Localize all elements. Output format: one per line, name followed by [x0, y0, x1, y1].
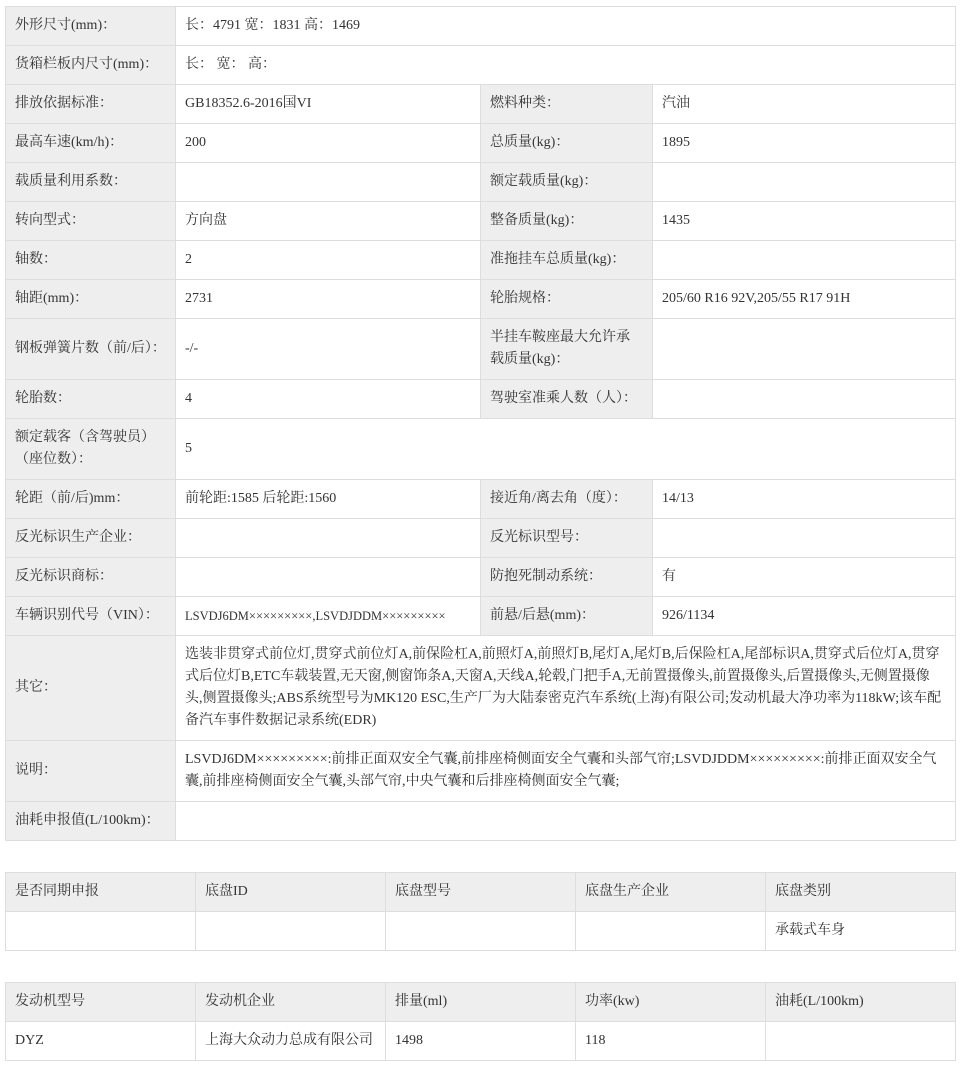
spec-row [6, 802, 956, 841]
spec-value [653, 163, 956, 202]
chassis-table-header: 底盘ID [196, 873, 386, 912]
spec-label: 外形尺寸(mm)： [6, 7, 176, 46]
spec-label: 载质量利用系数： [6, 163, 176, 202]
chassis-table [5, 872, 956, 951]
spec-value: 205/60 R16 92V,205/55 R17 91H [653, 280, 956, 319]
spec-label: 转向型式： [6, 202, 176, 241]
spec-value [176, 163, 481, 202]
engine-table-header: 油耗(L/100km) [766, 983, 956, 1022]
spec-label: 准拖挂车总质量(kg)： [481, 241, 653, 280]
spec-row [6, 558, 956, 597]
chassis-table-row [6, 912, 956, 951]
chassis-table-head [6, 873, 956, 912]
chassis-table-cell [576, 912, 766, 951]
spec-value: 4 [176, 380, 481, 419]
spec-value: 926/1134 [653, 597, 956, 636]
spec-label: 反光标识型号： [481, 519, 653, 558]
vehicle-spec-table-body [6, 7, 956, 841]
spec-row [6, 597, 956, 636]
spec-label: 额定载客（含驾驶员）（座位数）： [6, 419, 176, 480]
engine-table-head [6, 983, 956, 1022]
spec-label: 防抱死制动系统： [481, 558, 653, 597]
spec-label: 半挂车鞍座最大允许承载质量(kg)： [481, 319, 653, 380]
spec-label: 总质量(kg)： [481, 124, 653, 163]
spec-value: 14/13 [653, 480, 956, 519]
spec-value [653, 380, 956, 419]
spec-value: 汽油 [653, 85, 956, 124]
spec-label: 轮胎规格： [481, 280, 653, 319]
spec-label: 车辆识别代号（VIN）： [6, 597, 176, 636]
spec-label: 货箱栏板内尺寸(mm)： [6, 46, 176, 85]
spec-label: 燃料种类： [481, 85, 653, 124]
engine-table-cell: 1498 [386, 1022, 576, 1061]
spec-value: 选装非贯穿式前位灯,贯穿式前位灯A,前保险杠A,前照灯A,前照灯B,尾灯A,尾灯B,后保险杠A,尾部标识A,贯穿式后位灯A,贯穿式后位灯B,ETC车载装置,无天窗,侧窗饰条A,天窗A,天线A,轮毂,门把手A,无前置摄像头,前置摄像头,后置摄像头,无侧置摄像头,侧置摄像头;ABS系统型号为MK120 ESC,生产厂为大陆泰密克汽车系统(上海)有限公司;发动机最大净功率为118kW;该车配备汽车事件数据记录系统(EDR) [176, 636, 956, 741]
spec-value: 长： 宽： 高： [176, 46, 956, 85]
spec-value: 2 [176, 241, 481, 280]
chassis-table-cell [386, 912, 576, 951]
spec-label: 最高车速(km/h)： [6, 124, 176, 163]
spec-value: 前轮距:1585 后轮距:1560 [176, 480, 481, 519]
spec-label: 轴距(mm)： [6, 280, 176, 319]
spec-row [6, 636, 956, 741]
spec-row [6, 163, 956, 202]
chassis-table-header-row [6, 873, 956, 912]
spec-label: 反光标识商标： [6, 558, 176, 597]
spec-label: 整备质量(kg)： [481, 202, 653, 241]
spec-value: GB18352.6-2016国VI [176, 85, 481, 124]
spec-value [176, 519, 481, 558]
spec-row [6, 741, 956, 802]
chassis-table-header: 是否同期申报 [6, 873, 196, 912]
engine-table-body [6, 1022, 956, 1061]
spec-row [6, 480, 956, 519]
spec-row [6, 280, 956, 319]
spec-row [6, 419, 956, 480]
vehicle-spec-table [5, 6, 956, 841]
engine-table-header: 发动机企业 [196, 983, 386, 1022]
chassis-table-body [6, 912, 956, 951]
spec-row [6, 319, 956, 380]
spec-value: 长：4791 宽：1831 高：1469 [176, 7, 956, 46]
spec-value [653, 241, 956, 280]
chassis-table-header: 底盘型号 [386, 873, 576, 912]
spec-value: 1435 [653, 202, 956, 241]
spec-label: 说明： [6, 741, 176, 802]
spec-value: 5 [176, 419, 956, 480]
chassis-table-header: 底盘生产企业 [576, 873, 766, 912]
spec-label: 油耗申报值(L/100km)： [6, 802, 176, 841]
spec-label: 其它： [6, 636, 176, 741]
spec-label: 额定载质量(kg)： [481, 163, 653, 202]
chassis-table-header: 底盘类别 [766, 873, 956, 912]
spec-row [6, 519, 956, 558]
spec-value [653, 319, 956, 380]
spec-label: 钢板弹簧片数（前/后）： [6, 319, 176, 380]
engine-table [5, 982, 956, 1061]
engine-table-header: 发动机型号 [6, 983, 196, 1022]
spec-label: 反光标识生产企业： [6, 519, 176, 558]
spec-value: LSVDJ6DM×××××××××,LSVDJDDM××××××××× [176, 597, 481, 636]
engine-table-cell: DYZ [6, 1022, 196, 1061]
spec-row [6, 241, 956, 280]
spec-label: 排放依据标准： [6, 85, 176, 124]
chassis-table-cell: 承载式车身 [766, 912, 956, 951]
spec-label: 驾驶室准乘人数（人）： [481, 380, 653, 419]
spec-label: 轮距（前/后)mm： [6, 480, 176, 519]
spec-row [6, 202, 956, 241]
spec-row [6, 7, 956, 46]
spec-row [6, 380, 956, 419]
engine-table-header: 功率(kw) [576, 983, 766, 1022]
chassis-table-cell [196, 912, 386, 951]
spec-value: 有 [653, 558, 956, 597]
spec-label: 接近角/离去角（度）： [481, 480, 653, 519]
spec-value: 200 [176, 124, 481, 163]
spec-label: 轴数： [6, 241, 176, 280]
spec-value: -/- [176, 319, 481, 380]
engine-table-cell: 上海大众动力总成有限公司 [196, 1022, 386, 1061]
spec-value [176, 802, 956, 841]
spec-value: 1895 [653, 124, 956, 163]
chassis-table-cell [6, 912, 196, 951]
engine-table-cell [766, 1022, 956, 1061]
spec-label: 前悬/后悬(mm)： [481, 597, 653, 636]
spec-value [653, 519, 956, 558]
spec-label: 轮胎数： [6, 380, 176, 419]
engine-table-row [6, 1022, 956, 1061]
spec-value: LSVDJ6DM×××××××××:前排正面双安全气囊,前排座椅侧面安全气囊和头部气帘;LSVDJDDM×××××××××:前排正面双安全气囊,前排座椅侧面安全气囊,头部气帘,中央气囊和后排座椅侧面安全气囊; [176, 741, 956, 802]
spec-row [6, 85, 956, 124]
engine-table-cell: 118 [576, 1022, 766, 1061]
spec-row [6, 124, 956, 163]
spec-value: 2731 [176, 280, 481, 319]
spec-value: 方向盘 [176, 202, 481, 241]
engine-table-header: 排量(ml) [386, 983, 576, 1022]
engine-table-header-row [6, 983, 956, 1022]
spec-row [6, 46, 956, 85]
spec-value [176, 558, 481, 597]
